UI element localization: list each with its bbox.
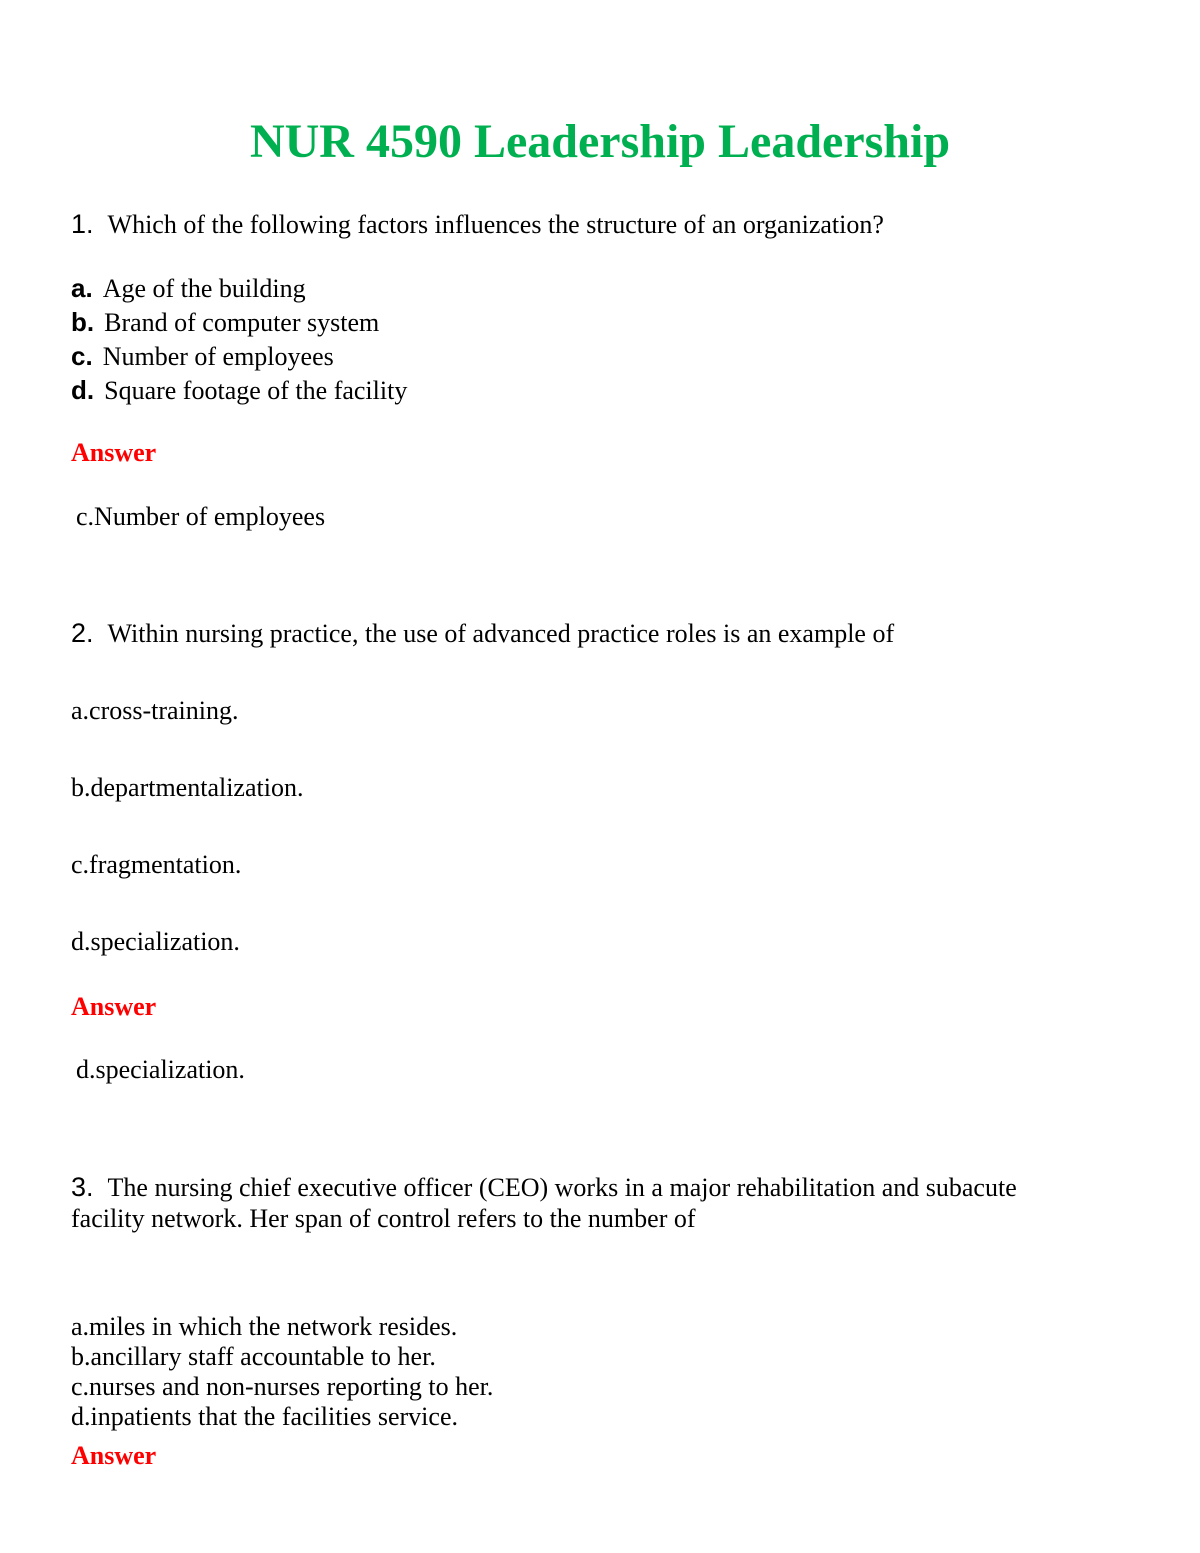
option-letter: d. [71,375,95,405]
question-number: 3. [71,1172,94,1202]
option-c: c.nurses and non-nurses reporting to her. [71,1372,494,1401]
question-number: 1. [71,209,94,239]
question-3 [71,1171,1017,1204]
option-text: Brand of computer system [104,308,380,337]
page-title: NUR 4590 Leadership Leadership [249,115,951,168]
option-d: d.inpatients that the facilities service. [71,1402,458,1431]
answer-label: Answer [71,1441,157,1470]
option-b: b.departmentalization. [71,773,304,802]
option-text: Square footage of the facility [104,376,408,405]
answer-text: c.Number of employees [76,502,326,531]
option-text: Age of the building [102,274,306,303]
option-letter: c. [71,341,93,371]
option-letter: a. [71,273,93,303]
answer-text: d.specialization. [76,1055,245,1084]
question-text: Within nursing practice, the use of advanced practice roles is an example of [107,619,895,648]
option-b: b.ancillary staff accountable to her. [71,1342,436,1371]
option-letter: b. [71,307,95,337]
option-b [71,305,379,340]
option-text: Number of employees [102,342,334,371]
option-c [71,339,334,374]
option-d [71,373,407,408]
option-a: a.miles in which the network resides. [71,1312,458,1341]
question-text: Which of the following factors influences the structure of an organization? [107,210,884,239]
option-a: a.cross-training. [71,696,239,725]
question-2 [71,617,894,650]
option-c: c.fragmentation. [71,850,242,879]
option-a [71,271,306,306]
question-3-continued: facility network. Her span of control refers to the number of [71,1204,696,1233]
answer-label: Answer [71,438,157,467]
question-1 [71,208,884,241]
question-number: 2. [71,618,94,648]
question-text: The nursing chief executive officer (CEO) works in a major rehabilitation and subacute [107,1173,1017,1202]
answer-label: Answer [71,992,157,1021]
option-d: d.specialization. [71,927,240,956]
